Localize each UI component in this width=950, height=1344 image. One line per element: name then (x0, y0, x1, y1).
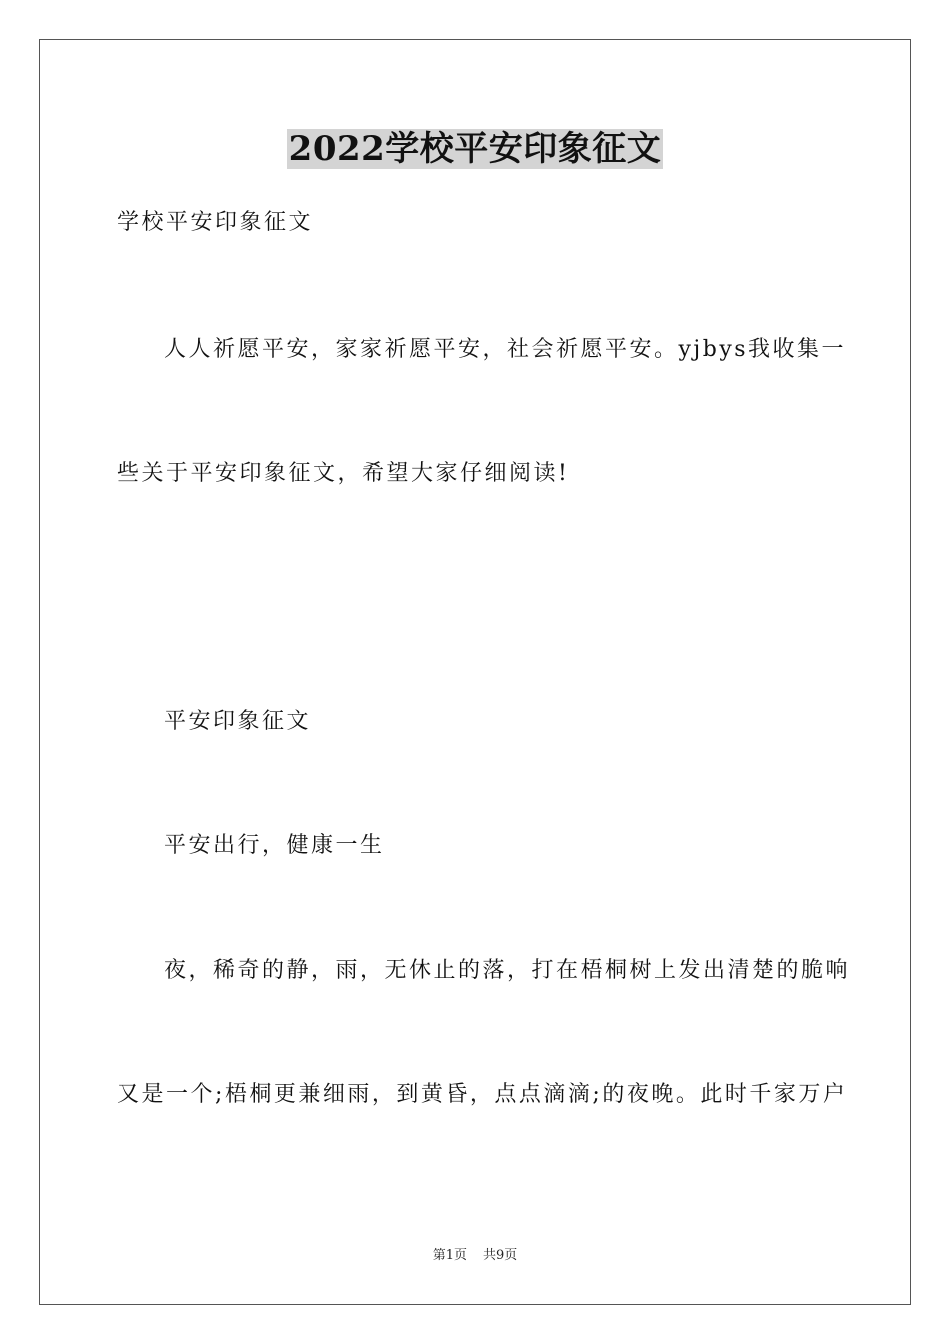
page-number: 第1页 (432, 1248, 467, 1263)
section-subheading: 平安出行，健康一生 (164, 833, 385, 858)
paragraph-line: 些关于平安印象征文，希望大家仔细阅读! (117, 461, 570, 486)
page-footer (0, 1247, 950, 1265)
page-total: 共9页 (483, 1248, 518, 1263)
paragraph-line: 夜，稀奇的静，雨，无休止的落，打在梧桐树上发出清楚的脆响 (164, 958, 851, 983)
document-title (0, 126, 950, 172)
section-heading: 平安印象征文 (164, 709, 312, 734)
document-title-text: 2022学校平安印象征文 (288, 129, 662, 169)
subtitle-line: 学校平安印象征文 (117, 210, 314, 235)
paragraph-line: 又是一个;梧桐更兼细雨，到黄昏，点点滴滴;的夜晚。此时千家万户 (117, 1082, 848, 1107)
paragraph-line: 人人祈愿平安，家家祈愿平安，社会祈愿平安。yjbys我收集一 (164, 337, 847, 362)
